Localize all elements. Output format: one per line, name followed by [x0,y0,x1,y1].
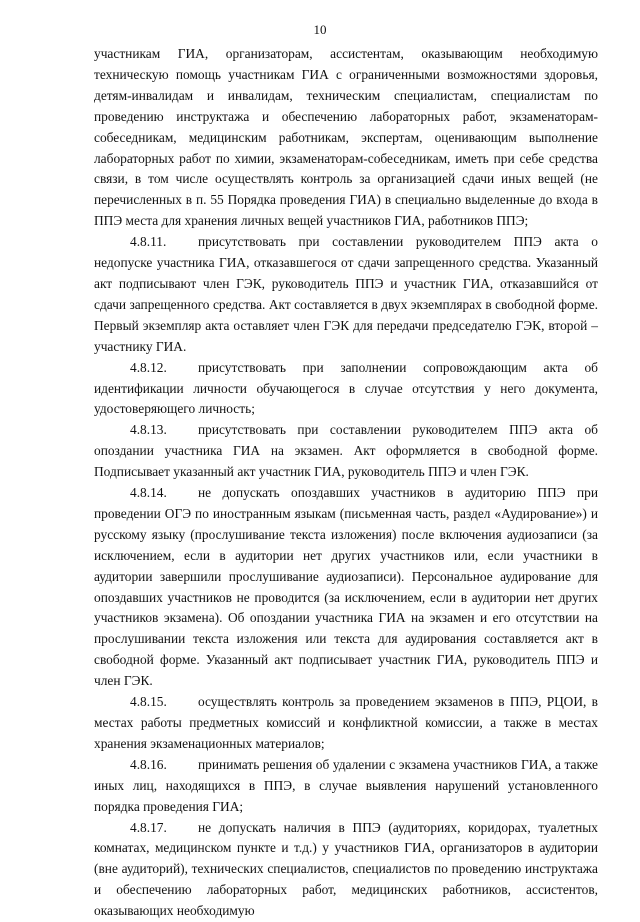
paragraph-4-8-17 [94,818,598,922]
paragraph-text: участникам ГИА, организаторам, ассистентам, оказывающим необходимую техническую помощь участникам ГИА с ограниченными возможностями здоровья, детям-инвалидам и инвалидам, техническим специалистам, специалистам по проведению инструктажа и обеспечению лабораторных работ, экзаменаторам-собеседникам, медицинским работникам, экспертам, оценивающим выполнение лабораторных работ по химии, экзаменаторам-собеседникам, иметь при себе средства связи, в том числе осуществлять контроль за организацией сдачи иных вещей (не перечисленных в п. 55 Порядка проведения ГИА) в специально выделенные до входа в ППЭ места для хранения личных вещей участников ГИА, работников ППЭ; [94,46,598,229]
paragraph-number: 4.8.15. [130,694,167,710]
paragraph-number: 4.8.14. [130,485,167,501]
paragraph-text: осуществлять контроль за проведением экзаменов в ППЭ, РЦОИ, в местах работы предметных комиссий и конфликтной комиссии, а также в местах хранения экзаменационных материалов; [94,694,598,751]
paragraph-number: 4.8.17. [130,819,167,835]
paragraph-continued [94,44,598,232]
paragraph-number: 4.8.11. [130,234,167,250]
page-number: 10 [313,22,327,37]
paragraph-text: не допускать опоздавших участников в аудиторию ППЭ при проведении ОГЭ по иностранным языкам (письменная часть, раздел «Аудирование») и русскому языку (прослушивание текста изложения) после включения аудиозаписи (за исключением, если в аудитории нет других участников или, если участники в аудитории завершили прослушивание аудиозаписи). Персональное аудирование для опоздавших участников не проводится (за исключением, если в аудитории нет других участников экзамена). Об опоздании участника ГИА на экзамен и его отсутствии на прослушивании текста изложения или текста для аудирования составляется акт в свободной форме. Указанный акт подписывает участник ГИА, руководитель ППЭ и член ГЭК. [94,485,598,689]
paragraph-text: присутствовать при заполнении сопровождающим акта об идентификации личности обучающегося в случае отсутствия у него документа, удостоверяющего личность; [94,359,598,417]
paragraph-text: присутствовать при составлении руководителем ППЭ акта об опоздании участника ГИА на экзамен. Акт оформляется в свободной форме. Подписывает указанный акт участник ГИА, руководитель ППЭ и член ГЭК. [94,422,598,480]
paragraph-text: принимать решения об удалении с экзамена участников ГИА, а также иных лиц, находящихся в ППЭ, в случае выявления нарушений установленного порядка проведения ГИА; [94,756,598,814]
paragraph-4-8-13 [94,420,598,483]
paragraph-4-8-11 [94,232,598,357]
paragraph-number: 4.8.16. [130,756,167,772]
paragraph-number: 4.8.13. [130,422,167,438]
paragraph-4-8-14 [94,483,598,692]
paragraph-text: не допускать наличия в ППЭ (аудиториях, коридорах, туалетных комнатах, медицинском пункте и т.д.) у участников ГИА, организаторов в аудитории (вне аудиторий), технических специалистов, специалистов по проведению инструктажа и обеспечению лабораторных работ, медицинских работников, ассистентов, оказывающих необходимую [94,819,598,919]
document-body [94,44,598,922]
paragraph-4-8-15 [94,692,598,755]
paragraph-text: присутствовать при составлении руководителем ППЭ акта о недопуске участника ГИА, отказавшегося от сдачи запрещенного средства. Указанный акт подписывают член ГЭК, руководитель ППЭ и участник ГИА, отказавшийся от сдачи запрещенного средства. Акт составляется в двух экземплярах в свободной форме. Первый экземпляр акта оставляет член ГЭК для передачи председателю ГЭК, второй – участнику ГИА. [94,234,598,354]
paragraph-4-8-16 [94,755,598,818]
paragraph-number: 4.8.12. [130,359,167,375]
paragraph-4-8-12 [94,358,598,421]
